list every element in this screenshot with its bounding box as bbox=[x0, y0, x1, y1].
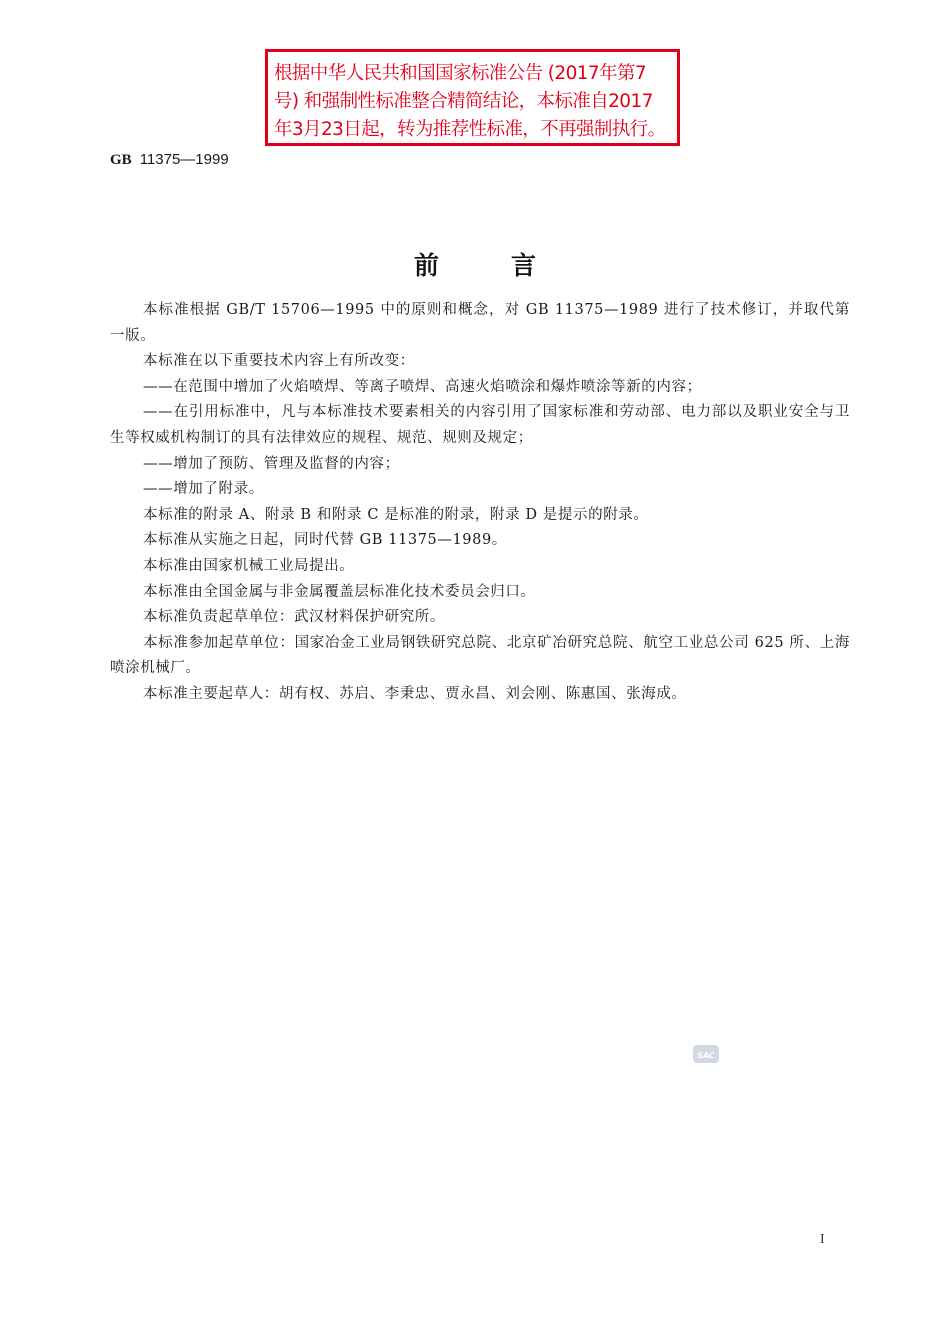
notice-line-3: 年3月23日起，转为推荐性标准，不再强制执行。 bbox=[274, 119, 666, 140]
paragraph: ——在引用标准中，凡与本标准技术要素相关的内容引用了国家标准和劳动部、电力部以及职业安全与卫生等权威机构制订的具有法律效应的规程、规范、规则及规定； bbox=[110, 404, 850, 446]
paragraph: 本标准主要起草人：胡有权、苏启、李秉忠、贾永昌、刘会刚、陈惠国、张海成。 bbox=[143, 685, 687, 702]
paragraph: 本标准根据 GB/T 15706—1995 中的原则和概念，对 GB 11375—1989 进行了技术修订，并取代第一版。 bbox=[110, 302, 850, 344]
notice-line-2: 号) 和强制性标准整合精简结论，本标准自2017 bbox=[274, 91, 653, 112]
paragraph: 本标准由国家机械工业局提出。 bbox=[143, 557, 355, 574]
paragraph: ——增加了附录。 bbox=[143, 481, 264, 498]
sac-logo-text: SAC bbox=[697, 1051, 715, 1060]
paragraph: ——增加了预防、管理及监督的内容； bbox=[143, 455, 400, 472]
preface-body bbox=[110, 298, 850, 708]
standard-code-number: 11375—1999 bbox=[139, 151, 229, 168]
paragraph: 本标准由全国金属与非金属覆盖层标准化技术委员会归口。 bbox=[143, 583, 536, 600]
sac-logo-icon bbox=[692, 1042, 720, 1066]
standard-code bbox=[110, 150, 229, 169]
paragraph: 本标准的附录 A、附录 B 和附录 C 是标准的附录，附录 D 是提示的附录。 bbox=[143, 506, 649, 523]
paragraph: 本标准从实施之日起，同时代替 GB 11375—1989。 bbox=[143, 532, 507, 549]
page-number: I bbox=[820, 1232, 825, 1247]
page-title: 前言 bbox=[413, 251, 608, 280]
paragraph: 本标准参加起草单位：国家冶金工业局钢铁研究总院、北京矿冶研究总院、航空工业总公司 625 所、上海喷涂机械厂。 bbox=[110, 634, 850, 677]
notice-line-1: 根据中华人民共和国国家标准公告 (2017年第7 bbox=[274, 63, 647, 84]
paragraph: 本标准负责起草单位：武汉材料保护研究所。 bbox=[143, 609, 445, 626]
standard-code-prefix: GB bbox=[110, 152, 132, 168]
notice-box bbox=[265, 49, 680, 146]
paragraph: ——在范围中增加了火焰喷焊、等离子喷焊、高速火焰喷涂和爆炸喷涂等新的内容； bbox=[143, 378, 702, 395]
paragraph: 本标准在以下重要技术内容上有所改变： bbox=[143, 353, 415, 370]
